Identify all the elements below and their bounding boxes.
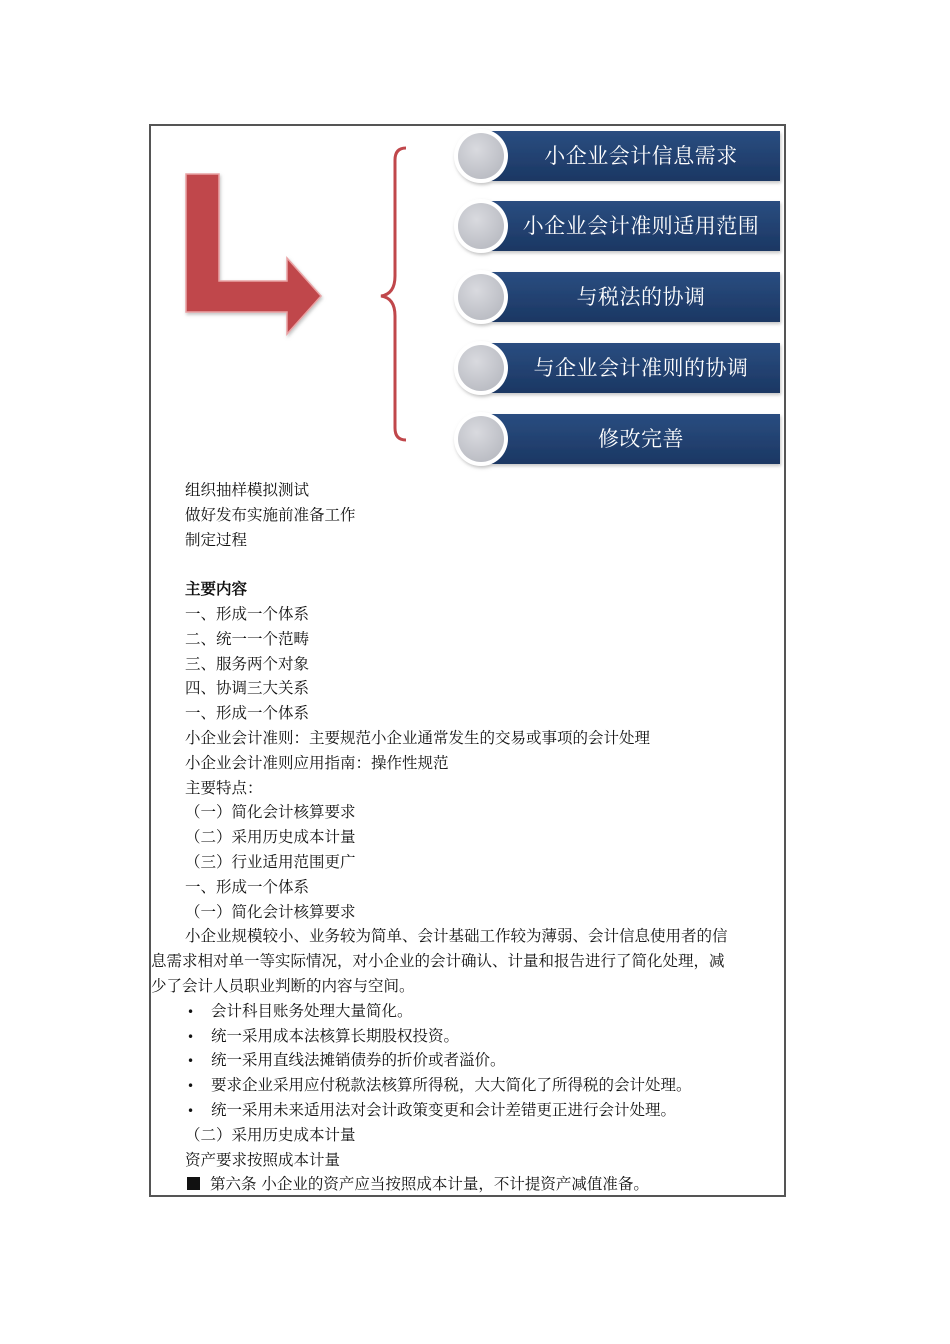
diagram-item-label: 小企业会计信息需求 — [544, 144, 738, 168]
text-line: （三）行业适用范围更广 — [185, 852, 356, 871]
brace-icon — [381, 148, 406, 440]
document-body — [151, 478, 775, 1197]
text-line: 二、统一一个范畴 — [185, 629, 310, 648]
paragraph-line: 少了会计人员职业判断的内容与空间。 — [151, 976, 415, 995]
list-item-text: 统一采用未来适用法对会计政策变更和会计差错更正进行会计处理。 — [211, 1100, 677, 1119]
paragraph-line: 息需求相对单一等实际情况，对小企业的会计确认、计量和报告进行了简化处理，减 — [151, 952, 725, 971]
text-line: 四、协调三大关系 — [185, 679, 310, 698]
list-item-text: 要求企业采用应付税款法核算所得税，大大简化了所得税的会计处理。 — [211, 1076, 692, 1095]
bullet-icon: • — [187, 1079, 195, 1094]
text-line: 一、形成一个体系 — [185, 604, 310, 623]
text-line: （一）简化会计核算要求 — [185, 803, 356, 822]
text-line: 制定过程 — [185, 530, 248, 549]
article-line — [185, 1172, 775, 1197]
text-line: 小企业会计准则应用指南：操作性规范 — [185, 753, 449, 772]
l-arrow-icon — [186, 174, 321, 334]
text-line: 一、形成一个体系 — [185, 704, 310, 723]
text-line: 做好发布实施前准备工作 — [185, 505, 356, 524]
bullet-icon: • — [187, 1029, 195, 1044]
bullet-icon: • — [187, 1054, 195, 1069]
paragraph-line: 小企业规模较小、业务较为简单、会计基础工作较为薄弱、会计信息使用者的信 — [185, 927, 728, 946]
list-item — [185, 1098, 775, 1123]
diagram-item-label: 小企业会计准则适用范围 — [522, 214, 760, 238]
diagram-item-label: 与税法的协调 — [576, 285, 706, 309]
text-line: 组织抽样模拟测试 — [185, 481, 310, 499]
text-line: 三、服务两个对象 — [185, 654, 310, 673]
text-line: 小企业会计准则：主要规范小企业通常发生的交易或事项的会计处理 — [185, 728, 651, 747]
square-bullet-icon — [187, 1177, 200, 1190]
list-item — [185, 1048, 775, 1073]
content-frame — [149, 124, 786, 1197]
diagram-item-label: 修改完善 — [598, 427, 684, 451]
text-line: （一）简化会计核算要求 — [185, 902, 356, 921]
process-diagram — [151, 126, 784, 476]
list-item-text: 会计科目账务处理大量简化。 — [211, 1001, 413, 1020]
bullet-icon: • — [187, 1103, 195, 1118]
list-item — [185, 999, 775, 1024]
list-item-text: 统一采用成本法核算长期股权投资。 — [211, 1026, 460, 1045]
text-line: 主要特点： — [185, 778, 263, 797]
section-heading: 主要内容 — [185, 579, 248, 599]
text-line: 资产要求按照成本计量 — [185, 1150, 341, 1169]
text-line: 一、形成一个体系 — [185, 877, 310, 896]
list-item — [185, 1073, 775, 1098]
text-line: （二）采用历史成本计量 — [185, 828, 356, 847]
article-text: 第六条 小企业的资产应当按照成本计量，不计提资产减值准备。 — [210, 1175, 649, 1194]
list-item-text: 统一采用直线法摊销债券的折价或者溢价。 — [211, 1051, 506, 1070]
text-line: （二）采用历史成本计量 — [185, 1125, 356, 1144]
diagram-item-label: 与企业会计准则的协调 — [533, 356, 749, 380]
list-item — [185, 1024, 775, 1049]
spacer — [185, 552, 775, 577]
bullet-icon: • — [187, 1004, 195, 1019]
